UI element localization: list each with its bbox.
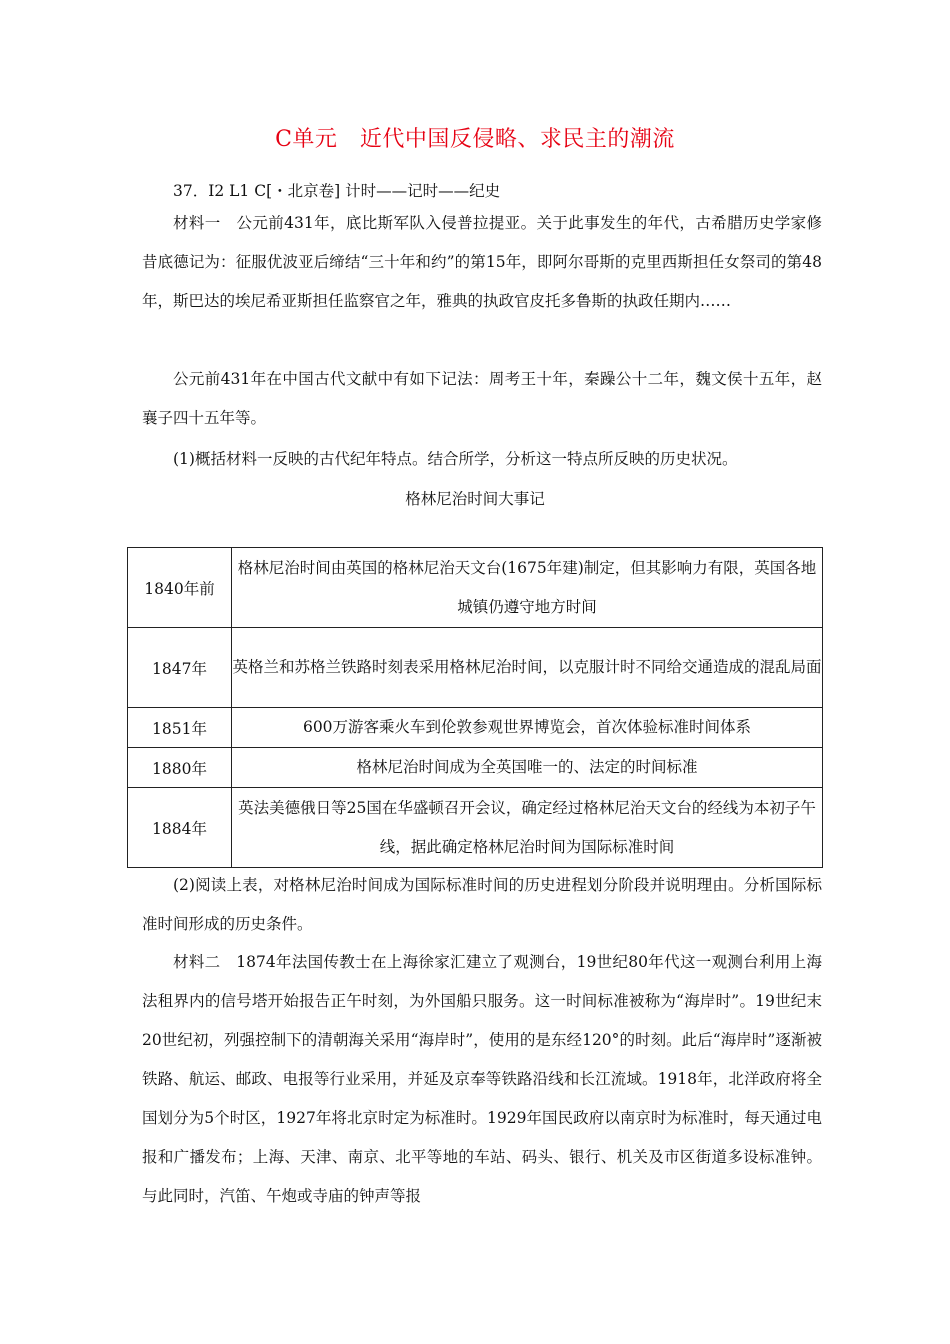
material-two-block xyxy=(142,943,822,1216)
question-one: (1)概括材料一反映的古代纪年特点。结合所学，分析这一特点所反映的历史状况。 xyxy=(173,450,738,468)
table-year-cell: 1884年 xyxy=(128,788,232,868)
table-row xyxy=(128,708,823,748)
table-event-cell: 格林尼治时间由英国的格林尼治天文台(1675年建)制定，但其影响力有限，英国各地城镇仍遵守地方时间 xyxy=(232,548,823,628)
table-year-cell: 1880年 xyxy=(128,748,232,788)
greenwich-events-table xyxy=(127,547,823,868)
question-two-block xyxy=(142,866,822,944)
table-year-cell: 1840年前 xyxy=(128,548,232,628)
table-row xyxy=(128,548,823,628)
table-row xyxy=(128,628,823,708)
material-one-paragraph-2: 公元前431年在中国古代文献中有如下记法：周考王十年，秦躁公十二年，魏文侯十五年，赵襄子四十五年等。 xyxy=(142,370,822,427)
table-event-cell: 格林尼治时间成为全英国唯一的、法定的时间标准 xyxy=(232,748,823,788)
table-caption: 格林尼治时间大事记 xyxy=(405,490,545,508)
material-one-block xyxy=(142,204,822,321)
table-year-cell: 1851年 xyxy=(128,708,232,748)
table-row xyxy=(128,788,823,868)
table-event-cell: 英法美德俄日等25国在华盛顿召开会议，确定经过格林尼治天文台的经线为本初子午线，据此确定格林尼治时间为国际标准时间 xyxy=(232,788,823,868)
question-one-block xyxy=(142,440,822,479)
table-year-cell: 1847年 xyxy=(128,628,232,708)
material-one-block-2 xyxy=(142,360,822,438)
table-event-cell: 600万游客乘火车到伦敦参观世界博览会，首次体验标准时间体系 xyxy=(232,708,823,748)
question-header: 37．I2 L1 C[・北京卷] 计时——记时——纪史 xyxy=(173,182,501,200)
material-two-paragraph: 材料二 1874年法国传教士在上海徐家汇建立了观测台，19世纪80年代这一观测台利用上海法租界内的信号塔开始报告正午时刻，为外国船只服务。这一时间标准被称为“海岸时”。19世纪末20世纪初，列强控制下的清朝海关采用“海岸时”，使用的是东经120°的时刻。此后“海岸时”逐渐被铁路、航运、邮政、电报等行业采用，并延及京奉等铁路沿线和长江流域。1918年，北洋政府将全国划分为5个时区，1927年将北京时定为标准时。1929年国民政府以南京时为标准时，每天通过电报和广播发布；上海、天津、南京、北平等地的车站、码头、银行、机关及市区街道多设标准钟。与此同时，汽笛、午炮或寺庙的钟声等报 xyxy=(142,953,822,1205)
question-two: (2)阅读上表，对格林尼治时间成为国际标准时间的历史进程划分阶段并说明理由。分析国际标准时间形成的历史条件。 xyxy=(142,876,822,933)
material-one-paragraph-1: 材料一 公元前431年，底比斯军队入侵普拉提亚。关于此事发生的年代，古希腊历史学家修昔底德记为：征服优波亚后缔结“三十年和约”的第15年，即阿尔哥斯的克里西斯担任女祭司的第48年，斯巴达的埃尼希亚斯担任监察官之年，雅典的执政官皮托多鲁斯的执政任期内…… xyxy=(142,214,822,310)
table-row xyxy=(128,748,823,788)
table-event-cell: 英格兰和苏格兰铁路时刻表采用格林尼治时间，以克服计时不同给交通造成的混乱局面 xyxy=(232,628,823,708)
unit-title: C单元 近代中国反侵略、求民主的潮流 xyxy=(275,127,675,152)
